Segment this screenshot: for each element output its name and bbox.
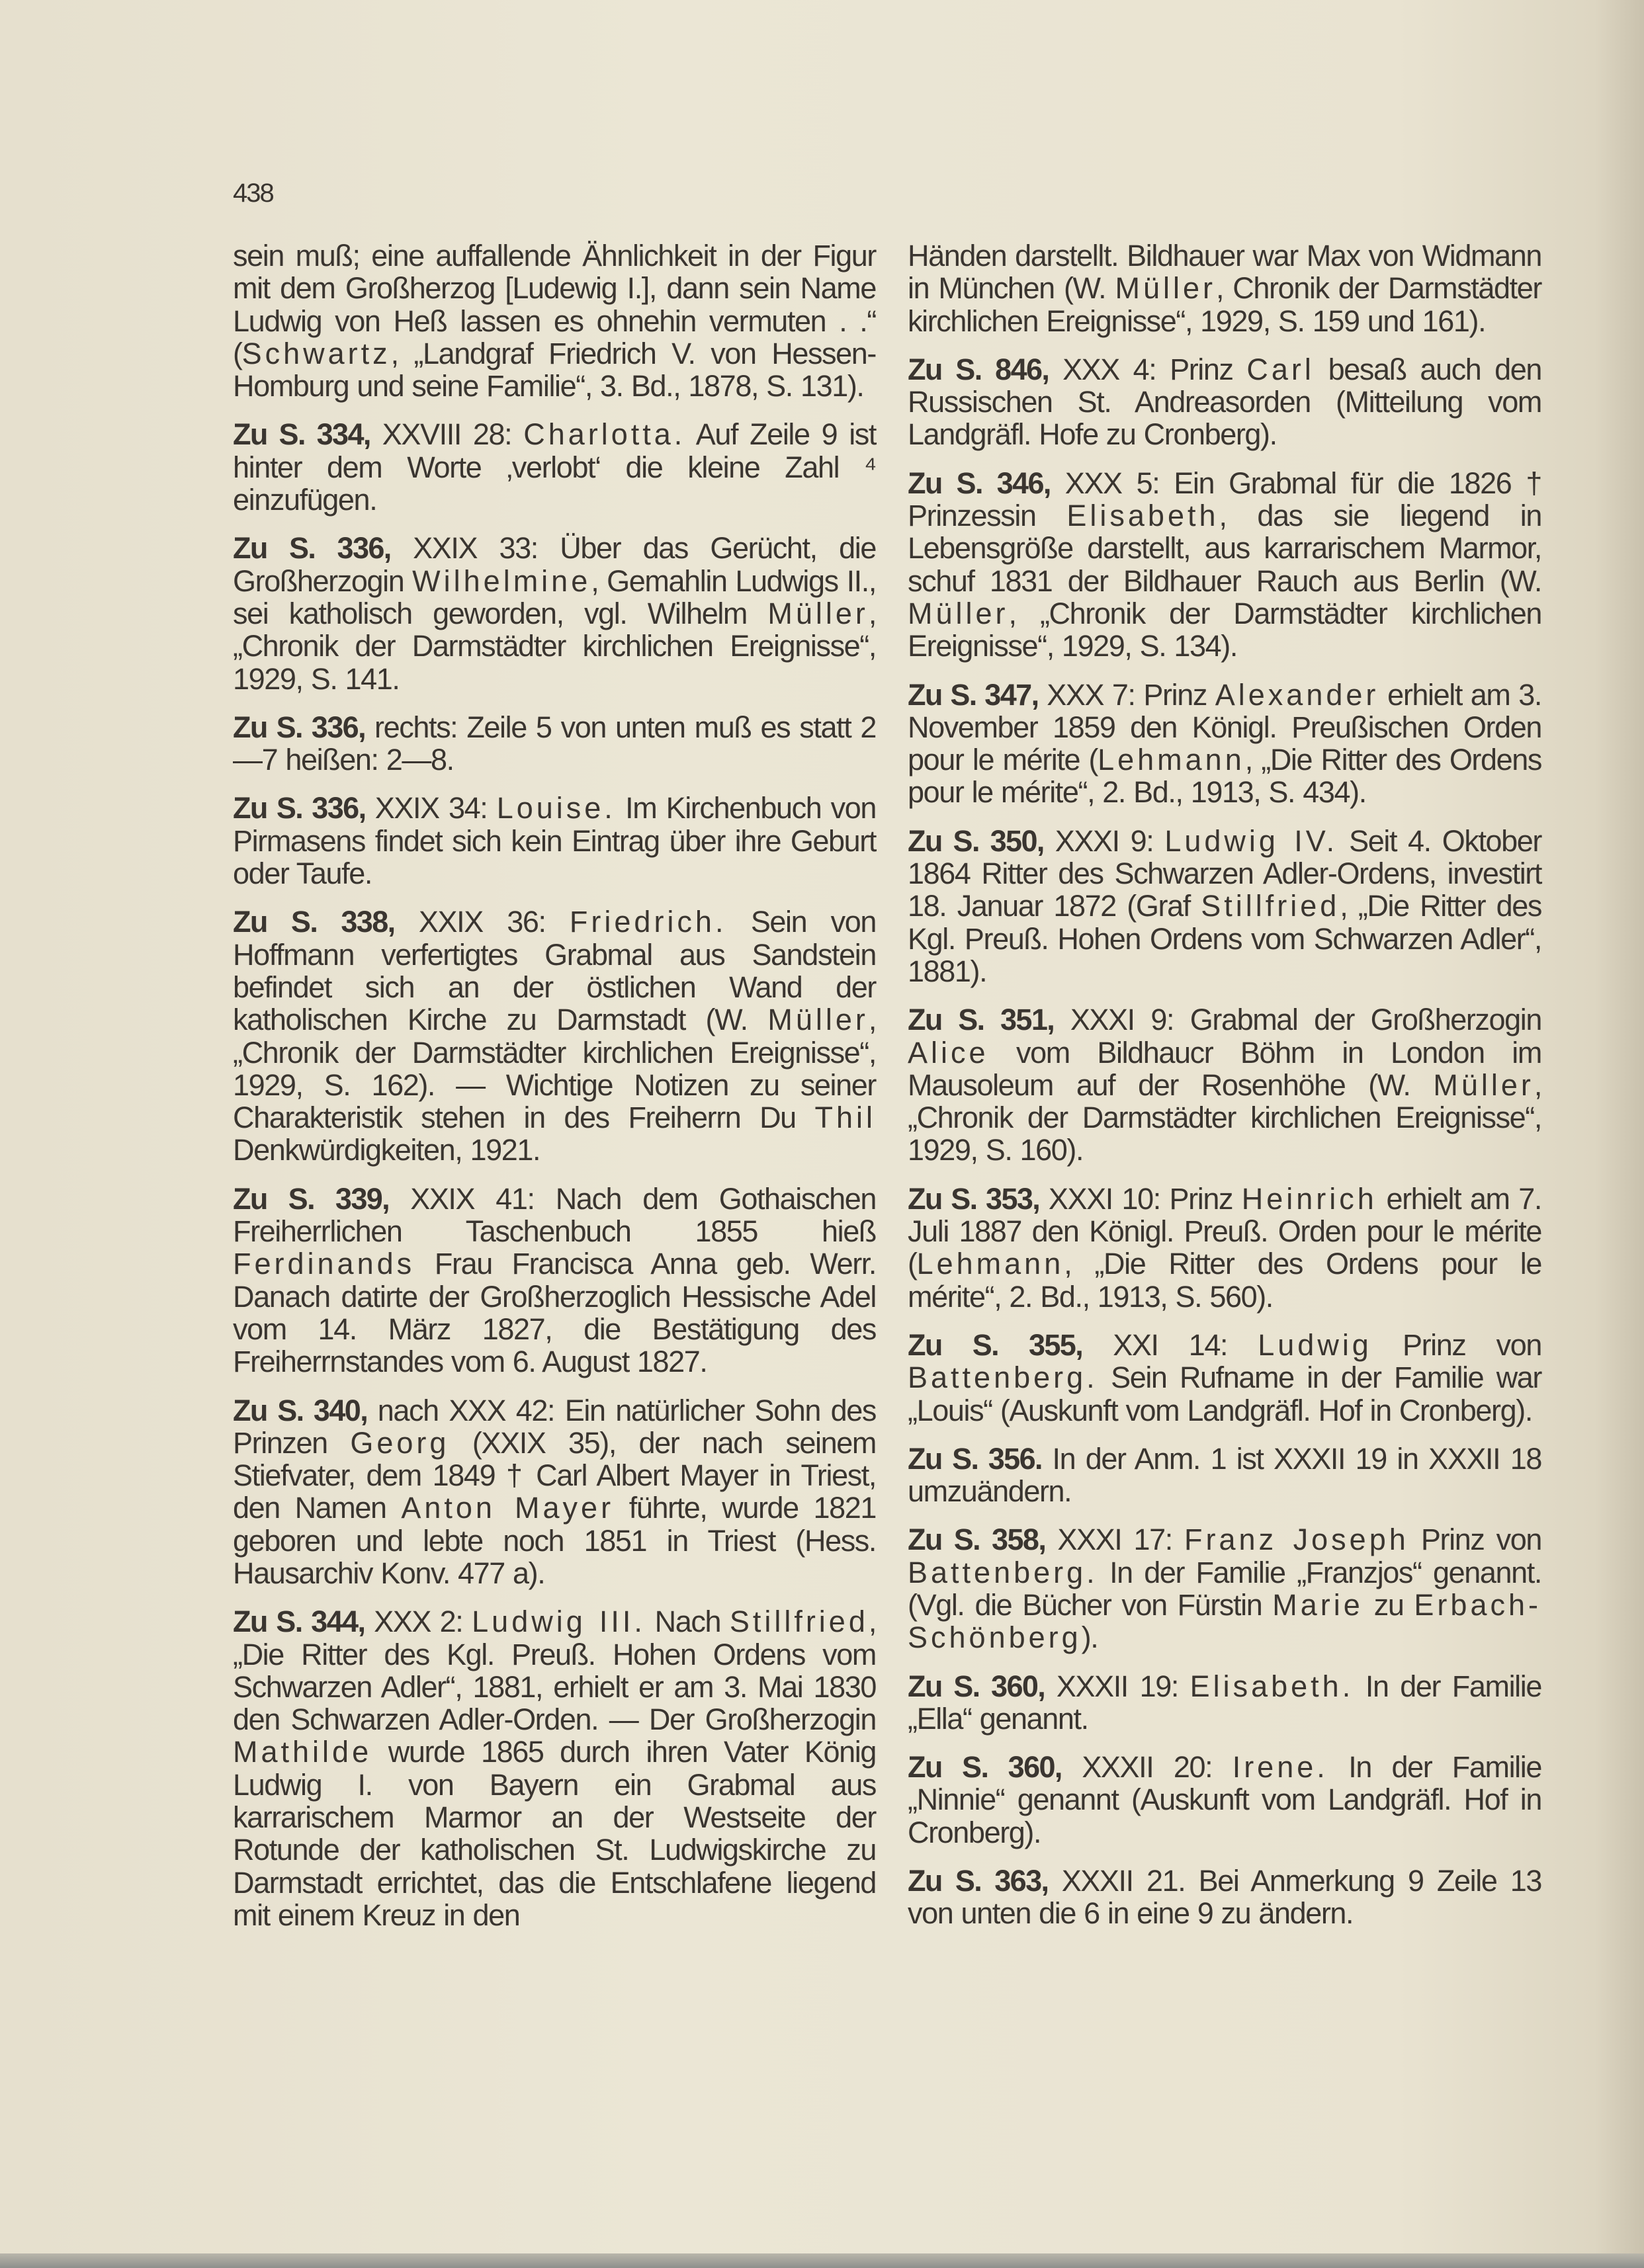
entry-text: XXIX 36: <box>394 905 570 939</box>
entry-text: , Chronik der Darmstädter kirchlichen Ereignisse“, 1929, S. 159 und 161). <box>908 271 1541 338</box>
entry-text: Frau Francisca Anna geb. Werr. Danach datirte der Großherzoglich Hessische Adel vom 14. März 1827, die Bestätigung des Freiherrnstandes vom 6. August 1827. <box>233 1247 876 1379</box>
entry-reference: Zu S. 344, <box>233 1605 365 1639</box>
entry-text: XXX 5: Ein Grabmal für die 1826 † Prinzessin <box>908 466 1541 533</box>
annotation-entry <box>908 1670 1541 1736</box>
entry-text: ). <box>1081 1620 1098 1655</box>
entry-text: XXXII 19: <box>1045 1669 1190 1703</box>
spaced-name: Alice <box>908 1035 989 1070</box>
entry-text: Sein Rufname in der Familie war „Louis“ (Auskunft vom Landgräfl. Hof in Cronberg). <box>908 1361 1541 1427</box>
spaced-name: Mathilde <box>233 1735 372 1769</box>
annotation-entry <box>908 1443 1541 1508</box>
annotation-entry <box>233 1183 876 1378</box>
entry-text: In der Anm. 1 ist XXXII 19 in XXXII 18 umzuändern. <box>908 1441 1541 1509</box>
entry-text: XXXI 10: Prinz <box>1039 1181 1242 1216</box>
entry-reference: Zu S. 353, <box>908 1181 1040 1216</box>
entry-text: XXXI 9: Grabmal der Großherzogin <box>1054 1003 1541 1037</box>
entry-text: Prinz von <box>1371 1327 1541 1362</box>
entry-text: Auf Zeile 9 ist hinter dem Worte ‚verlobt‘ die kleine Zahl ⁴ einzufügen. <box>233 417 876 517</box>
spaced-name: Heinrich <box>1241 1181 1377 1216</box>
right-column <box>908 239 1541 1946</box>
entry-text: XXIX 34: <box>365 791 497 825</box>
entry-text: , „Die Ritter des Ordens pour le mérite“, 2. Bd., 1913, S. 560). <box>908 1247 1541 1314</box>
entry-text: Denkwürdigkeiten, 1921. <box>233 1133 541 1167</box>
annotation-entry <box>233 1605 876 1931</box>
entry-text: XXXII 21. Bei Anmerkung 9 Zeile 13 von unten die 6 in eine 9 zu ändern. <box>908 1864 1541 1931</box>
entry-text: , „Chronik der Darmstädter kirchlichen Ereignisse“, 1929, S. 134). <box>908 596 1541 663</box>
entry-text: , „Die Ritter des Kgl. Preuß. Hohen Ordens vom Schwarzen Adler“, 1881, erhielt er am 3. Mai 1830 den Schwarzen Adler-Orden. — Der Großherzogin <box>233 1605 876 1737</box>
entry-text: erhielt am 7. Juli 1887 den Königl. Preuß. Orden pour le mérite ( <box>908 1181 1541 1281</box>
entry-reference: Zu S. 351, <box>908 1003 1055 1037</box>
entry-text: In der Familie „Franzjos“ genannt. (Vgl. die Bücher von Fürstin <box>908 1555 1541 1622</box>
spaced-name: Müller <box>1433 1068 1534 1102</box>
spaced-name: Louise. <box>496 791 616 825</box>
entry-text: Nach <box>645 1605 730 1639</box>
entry-text: sein muß; eine auffallende Ähnlichkeit in der Figur mit dem Großherzog [Ludewig I.], dann sein Name Ludwig von Heß lassen es ohnehin vermuten . .“ ( <box>233 239 876 370</box>
spaced-name: Anton Mayer <box>401 1491 615 1525</box>
spaced-name: Stillfried <box>1201 889 1340 923</box>
entry-text: führte, wurde 1821 geboren und lebte noch 1851 in Triest (Hess. Hausarchiv Konv. 477 a). <box>233 1491 876 1590</box>
annotation-entry <box>233 532 876 694</box>
spaced-name: Charlotta. <box>523 417 686 452</box>
annotation-entry <box>908 1183 1541 1313</box>
entry-text: zu <box>1363 1587 1414 1622</box>
annotation-entry <box>908 1523 1541 1654</box>
entry-text: XXXI 17: <box>1045 1523 1185 1557</box>
annotation-entry <box>908 1329 1541 1427</box>
entry-text: , „Die Ritter des Ordens pour le mérite“, 2. Bd., 1913, S. 434). <box>908 743 1541 810</box>
entry-text: XXX 7: Prinz <box>1038 677 1215 712</box>
spaced-name: Wilhelmine <box>412 564 591 598</box>
scan-edge <box>0 2253 1644 2268</box>
spaced-name: Müller <box>767 1003 869 1037</box>
annotation-entry <box>908 239 1541 337</box>
annotation-entry <box>908 1751 1541 1849</box>
spaced-name: Müller <box>767 596 869 630</box>
entry-reference: Zu S. 347, <box>908 677 1039 712</box>
spaced-name: Müller <box>1115 271 1216 306</box>
entry-text: wurde 1865 durch ihren Vater König Ludwig I. von Bayern ein Grabmal aus karrarischem Marmor an der Westseite der Rotunde der katholischen St. Ludwigskirche zu Darmstadt errichtet, das die Entschlafene liegend mit einem Kreuz in den <box>233 1735 876 1932</box>
spaced-name: Irene. <box>1232 1750 1328 1785</box>
entry-reference: Zu S. 350, <box>908 823 1044 858</box>
spaced-name: Battenberg. <box>908 1555 1098 1589</box>
spaced-name: Alexander <box>1215 677 1379 712</box>
entry-text: , „Landgraf Friedrich V. von Hessen-Homburg und seine Familie“, 3. Bd., 1878, S. 131). <box>233 336 876 403</box>
annotation-entry <box>908 679 1541 809</box>
entry-reference: Zu S. 355, <box>908 1327 1083 1362</box>
annotation-entry <box>908 1003 1541 1166</box>
entry-text: , „Chronik der Darmstädter kirchlichen Ereignisse“, 1929, S. 162). — Wichtige Notizen zu seiner Charakteristik stehen in des Freiherrn Du <box>233 1003 876 1135</box>
entry-text: XXXII 20: <box>1061 1750 1233 1785</box>
spaced-name: Thil <box>814 1101 876 1135</box>
entry-text: , „Chronik der Darmstädter kirchlichen Ereignisse“, 1929, S. 141. <box>233 596 876 696</box>
annotation-entry <box>233 792 876 890</box>
spaced-name: Ludwig IV. <box>1164 823 1338 858</box>
entry-text: In der Familie „Ella“ genannt. <box>908 1669 1541 1736</box>
entry-text: besaß auch den Russischen St. Andreasorden (Mitteilung vom Landgräfl. Hofe zu Cronberg). <box>908 352 1541 452</box>
entry-text: nach XXX 42: Ein natürlicher Sohn des Prinzen <box>233 1393 876 1460</box>
annotation-entry <box>908 1865 1541 1930</box>
annotation-entry <box>233 711 876 777</box>
entry-reference: Zu S. 336, <box>233 791 366 825</box>
entry-text: XXXI 9: <box>1043 823 1165 858</box>
entry-reference: Zu S. 334, <box>233 417 370 452</box>
entry-text: XXI 14: <box>1082 1327 1258 1362</box>
spaced-name: Erbach-Schönberg <box>908 1587 1541 1655</box>
entry-text: rechts: Zeile 5 von unten muß es statt 2—7 heißen: 2—8. <box>233 710 876 777</box>
entry-reference: Zu S. 363, <box>908 1864 1049 1898</box>
entry-text: XXX 2: <box>365 1605 472 1639</box>
annotation-entry <box>233 418 876 516</box>
entry-text: Seit 4. Oktober 1864 Ritter des Schwarzen Adler-Ordens, investirt 18. Januar 1872 (Graf <box>908 823 1542 923</box>
entry-text: XXX 4: Prinz <box>1049 352 1247 386</box>
entry-reference: Zu S. 340, <box>233 1393 368 1427</box>
annotation-entry <box>908 353 1541 451</box>
entry-text: , Gemahlin Ludwigs II., sei katholisch geworden, vgl. Wilhelm <box>233 564 876 630</box>
entry-text: (XXIX 35), der nach seinem Stiefvater, dem 1849 † Carl Albert Mayer in Triest, den Namen <box>233 1425 876 1525</box>
entry-reference: Zu S. 339, <box>233 1181 390 1216</box>
spaced-name: Ferdinands <box>233 1247 415 1281</box>
spaced-name: Georg <box>350 1425 450 1460</box>
spaced-name: Müller <box>908 596 1009 630</box>
left-column <box>233 239 876 1947</box>
entry-text: , „Chronik der Darmstädter kirchlichen Ereignisse“, 1929, S. 160). <box>908 1068 1541 1167</box>
entry-reference: Zu S. 846, <box>908 352 1049 386</box>
entry-reference: Zu S. 338, <box>233 905 395 939</box>
entry-text: vom Bildhaucr Böhm in London im Mausoleum auf der Rosenhöhe (W. <box>908 1035 1541 1102</box>
spaced-name: Marie <box>1272 1587 1363 1622</box>
spaced-name: Lehmann <box>916 1247 1064 1281</box>
entry-text: In der Familie „Ninnie“ genannt (Auskunft vom Landgräfl. Hof in Cronberg). <box>908 1750 1541 1849</box>
spaced-name: Elisabeth <box>1066 499 1219 533</box>
spaced-name: Carl <box>1246 352 1315 386</box>
annotation-entry <box>908 825 1541 987</box>
page-number: 438 <box>233 179 273 208</box>
spaced-name: Ludwig <box>1258 1327 1372 1362</box>
entry-text: , das sie liegend in Lebensgröße darstellt, aus karrarischem Marmor, schuf 1831 der Bildhauer Rauch aus Berlin (W. <box>908 499 1541 598</box>
spaced-name: Schwartz <box>241 336 391 370</box>
entry-text: XXVIII 28: <box>370 417 524 452</box>
annotation-entry <box>233 239 876 402</box>
annotation-entry <box>233 1394 876 1590</box>
annotation-entry <box>908 467 1541 663</box>
annotation-entry <box>233 905 876 1166</box>
entry-reference: Zu S. 336, <box>233 531 391 566</box>
spaced-name: Battenberg. <box>908 1361 1098 1395</box>
entry-text: Sein von Hoffmann verfertigtes Grabmal aus Sandstein befindet sich an der östlichen Wand der katholischen Kirche zu Darmstadt (W. <box>233 905 876 1037</box>
entry-text: XXIX 33: Über das Gerücht, die Großherzogin <box>233 531 876 598</box>
entry-text: , „Die Ritter des Kgl. Preuß. Hohen Ordens vom Schwarzen Adler“, 1881). <box>908 889 1541 988</box>
spaced-name: Ludwig III. <box>472 1605 646 1639</box>
entry-text: XXIX 41: Nach dem Gothaischen Freiherrlichen Taschenbuch 1855 hieß <box>233 1181 876 1249</box>
spaced-name: Franz Joseph <box>1184 1523 1409 1557</box>
entry-reference: Zu S. 360, <box>908 1750 1062 1785</box>
entry-reference: Zu S. 346, <box>908 466 1051 500</box>
spaced-name: Lehmann <box>1098 743 1245 777</box>
spaced-name: Stillfried <box>729 1605 869 1639</box>
entry-reference: Zu S. 360, <box>908 1669 1045 1703</box>
entry-text: Prinz von <box>1408 1523 1541 1557</box>
spaced-name: Friedrich. <box>569 905 727 939</box>
entry-reference: Zu S. 336, <box>233 710 365 744</box>
entry-text: erhielt am 3. November 1859 den Königl. Preußischen Orden pour le mérite ( <box>908 677 1541 777</box>
entry-reference: Zu S. 356. <box>908 1441 1042 1476</box>
entry-text: Im Kirchenbuch von Pirmasens findet sich kein Eintrag über ihre Geburt oder Taufe. <box>233 791 876 891</box>
spaced-name: Elisabeth. <box>1190 1669 1354 1703</box>
entry-reference: Zu S. 358, <box>908 1523 1046 1557</box>
entry-text: Händen darstellt. Bildhauer war Max von Widmann in München (W. <box>908 239 1541 306</box>
